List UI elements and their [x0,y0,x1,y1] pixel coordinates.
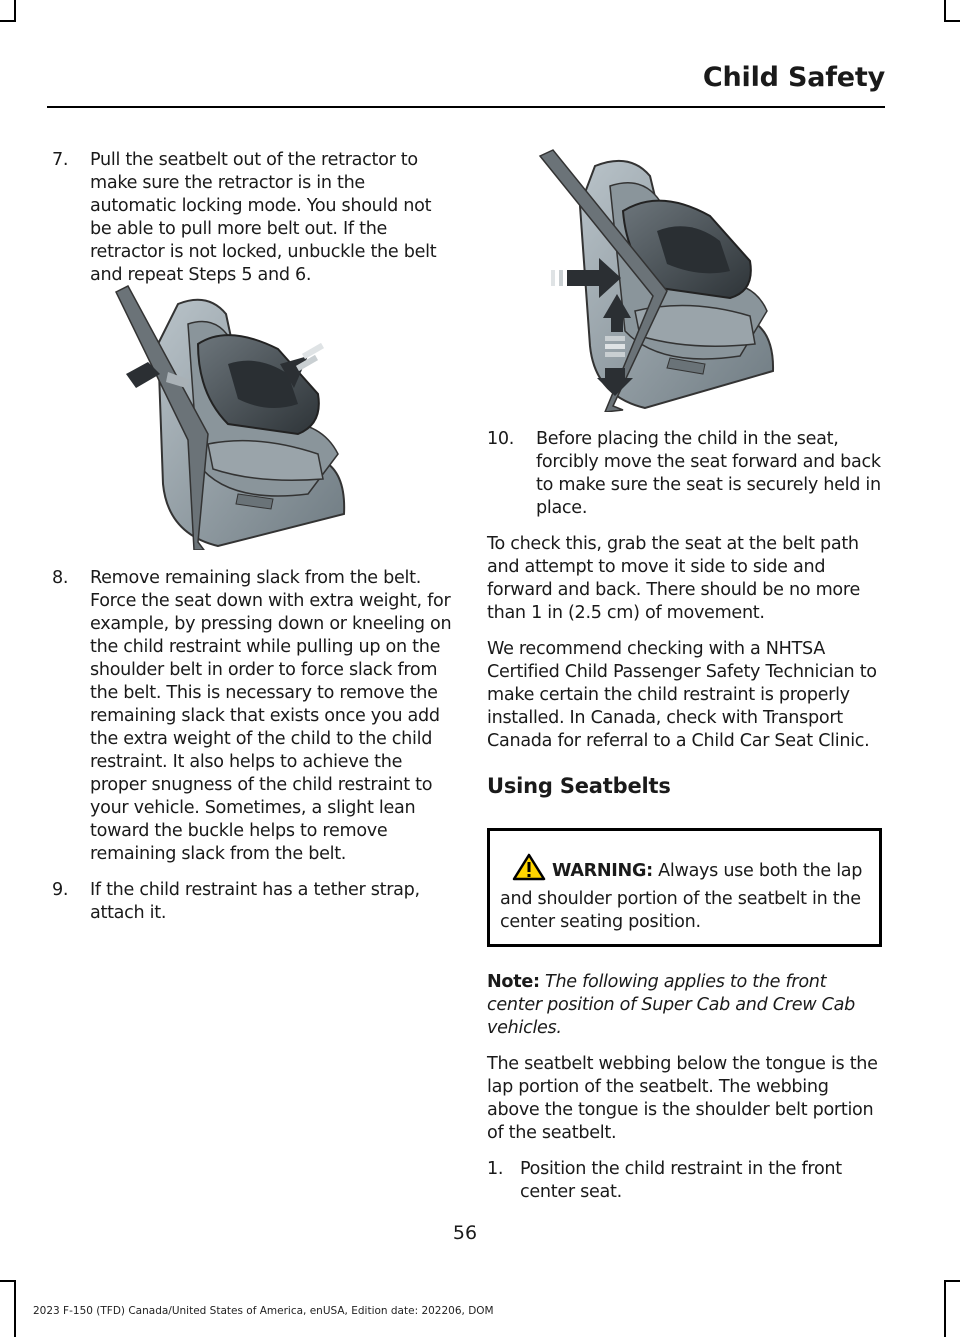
paragraph-nhtsa: We recommend checking with a NHTSA Certified Child Passenger Safety Technician to make certain the child restraint is properly installed. In Canada, check with Transport Canada for referral to a Child Car Seat Clinic. [487,639,877,751]
child-seat-push-down-illustration [535,146,785,412]
warning-box [487,828,882,947]
left-column-lower [52,567,452,925]
section-heading: Using Seatbelts [487,774,671,798]
crop-mark-top-left-h [0,20,16,22]
note [487,971,882,1040]
step-1 [487,1158,882,1204]
right-column [487,428,882,1204]
step-10 [487,428,882,520]
crop-mark-top-right-h [944,20,960,22]
step-9 [52,879,452,925]
step-8 [52,567,452,866]
step-text: Before placing the child in the seat, forcibly move the seat forward and back to make sure the seat is securely held in place. [536,429,881,518]
figure-seat-push-down [535,146,785,412]
step-number: 8. [52,568,69,588]
step-number: 1. [487,1159,504,1179]
crop-mark-bottom-left-h [0,1280,16,1282]
crop-mark-bottom-left-v [14,1280,16,1337]
paragraph-webbing: The seatbelt webbing below the tongue is the lap portion of the seatbelt. The webbing above the tongue is the shoulder belt portion of the seatbelt. [487,1054,878,1143]
warning-label: WARNING: [552,861,653,881]
step-text: Pull the seatbelt out of the retractor to make sure the retractor is in the automatic locking mode. You should not be able to pull more belt out. If the retractor is not locked, unbuckle the belt and repeat Steps 5 and 6. [90,150,437,285]
warning-text: Always use both the lap and shoulder portion of the seatbelt in the center seating position. [500,861,863,932]
step-number: 10. [487,429,515,449]
paragraph-check-movement: To check this, grab the seat at the belt path and attempt to move it side to side and forward and back. There should be no more than 1 in (2.5 cm) of movement. [487,534,860,623]
crop-mark-top-right-v [944,0,946,22]
warning-triangle-icon [512,853,546,888]
crop-mark-top-left-v [14,0,16,22]
crop-mark-bottom-right-h [944,1280,960,1282]
step-number: 9. [52,880,69,900]
note-label: Note: [487,972,540,992]
step-text: If the child restraint has a tether strap, attach it. [90,880,420,923]
crop-mark-bottom-right-v [944,1280,946,1337]
step-text: Remove remaining slack from the belt. Force the seat down with extra weight, for example, by pressing down or kneeling on the child restraint while pulling up on the shoulder belt in order to force slack from the belt. This is necessary to remove the remaining slack that exists once you add the extra weight of the child to the child restraint. It also helps to achieve the proper snugness of the child restraint to your vehicle. Sometimes, a slight lean toward the buckle helps to remove remaining slack from the belt. [90,568,452,864]
child-seat-pull-belt-illustration [108,284,358,550]
page-number: 56 [452,1222,478,1244]
header-divider [47,106,885,108]
step-text: Position the child restraint in the front center seat. [520,1159,842,1202]
figure-seat-pull-belt [108,284,358,550]
step-7 [52,149,452,287]
step-number: 7. [52,150,69,170]
note-text: The following applies to the front center position of Super Cab and Crew Cab vehicles. [487,972,855,1038]
footer-edition: 2023 F-150 (TFD) Canada/United States of America, enUSA, Edition date: 202206, DOM [33,1305,494,1317]
page-title: Child Safety [702,62,885,93]
left-column [52,149,452,287]
